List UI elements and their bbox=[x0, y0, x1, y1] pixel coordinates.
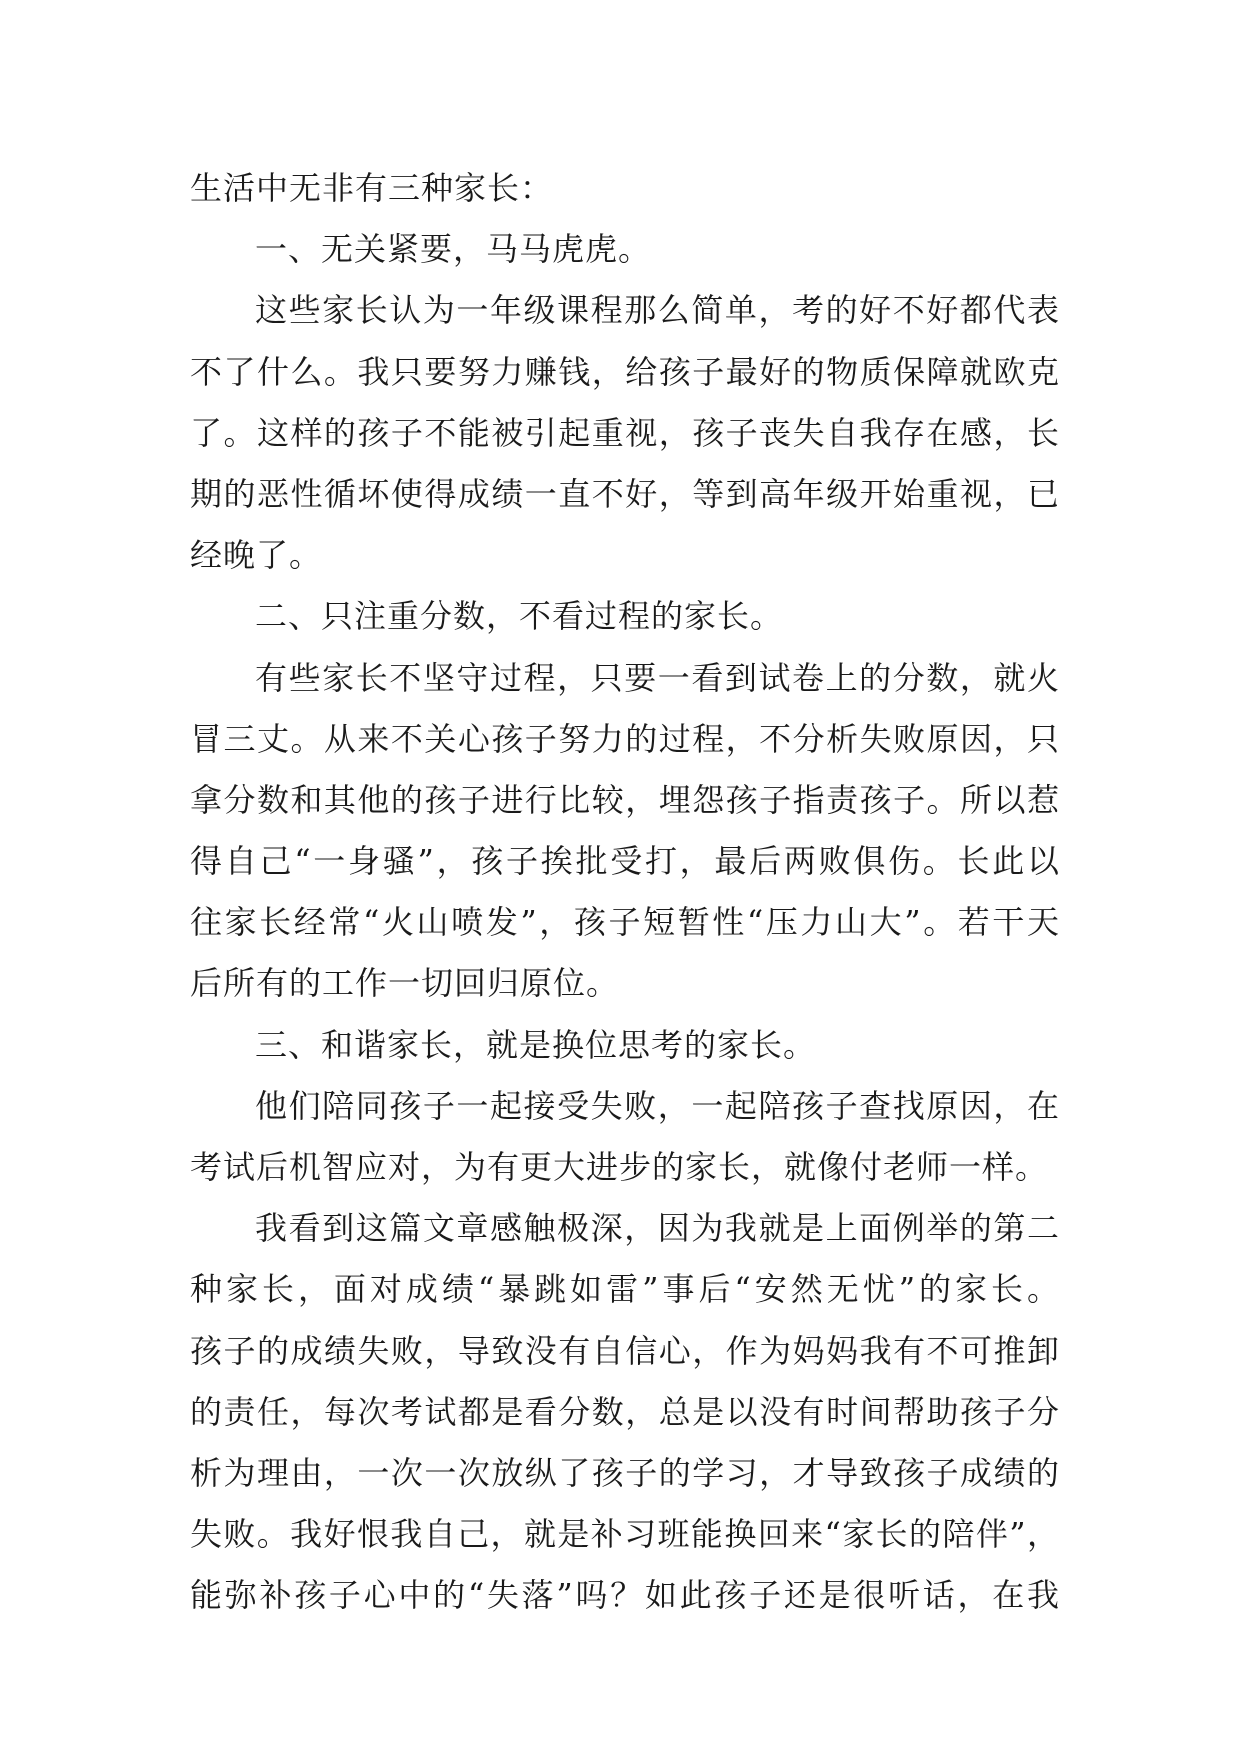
text-line: 考试后机智应对，为有更大进步的家长，就像付老师一样。 bbox=[190, 1148, 1049, 1186]
text-line: 得自己“一身骚”，孩子挨批受打，最后两败俱伤。长此以 bbox=[190, 842, 1060, 881]
text-line: 经晚了。 bbox=[190, 536, 323, 575]
document-text-body bbox=[190, 158, 1060, 1627]
text-line: 后所有的工作一切回归原位。 bbox=[190, 964, 620, 1003]
text-line: 的责任，每次考试都是看分数，总是以没有时间帮助孩子分 bbox=[190, 1392, 1060, 1431]
text-line: 我看到这篇文章感触极深，因为我就是上面例举的第二 bbox=[255, 1209, 1060, 1248]
text-line: 了。这样的孩子不能被引起重视，孩子丧失自我存在感，长 bbox=[190, 413, 1060, 452]
text-line: 不了什么。我只要努力赚钱，给孩子最好的物质保障就欧克 bbox=[190, 352, 1060, 391]
text-line: 往家长经常“火山喷发”，孩子短暂性“压力山大”。若干天 bbox=[190, 903, 1060, 942]
text-line: 有些家长不坚守过程，只要一看到试卷上的分数，就火 bbox=[255, 658, 1060, 697]
text-line: 失败。我好恨我自己，就是补习班能换回来“家长的陪伴”， bbox=[190, 1515, 1060, 1554]
text-line: 这些家长认为一年级课程那么简单，考的好不好都代表 bbox=[255, 291, 1060, 330]
text-line: 他们陪同孩子一起接受失败，一起陪孩子查找原因，在 bbox=[255, 1086, 1060, 1125]
text-line: 一、无关紧要，马马虎虎。 bbox=[255, 230, 652, 269]
text-line: 冒三丈。从来不关心孩子努力的过程，不分析失败原因，只 bbox=[190, 719, 1060, 758]
text-line: 种家长，面对成绩“暴跳如雷”事后“安然无忧”的家长。 bbox=[190, 1270, 1060, 1309]
text-line: 三、和谐家长，就是换位思考的家长。 bbox=[255, 1025, 817, 1064]
text-line: 孩子的成绩失败，导致没有自信心，作为妈妈我有不可推卸 bbox=[190, 1331, 1060, 1370]
text-line: 期的恶性循坏使得成绩一直不好，等到高年级开始重视，已 bbox=[190, 474, 1060, 513]
text-line: 能弥补孩子心中的“失落”吗？如此孩子还是很听话，在我 bbox=[190, 1576, 1060, 1615]
text-line: 二、只注重分数，不看过程的家长。 bbox=[255, 597, 784, 636]
text-line: 析为理由，一次一次放纵了孩子的学习，才导致孩子成绩的 bbox=[190, 1453, 1060, 1492]
text-line: 拿分数和其他的孩子进行比较，埋怨孩子指责孩子。所以惹 bbox=[190, 780, 1060, 819]
text-line: 生活中无非有三种家长： bbox=[190, 169, 554, 207]
